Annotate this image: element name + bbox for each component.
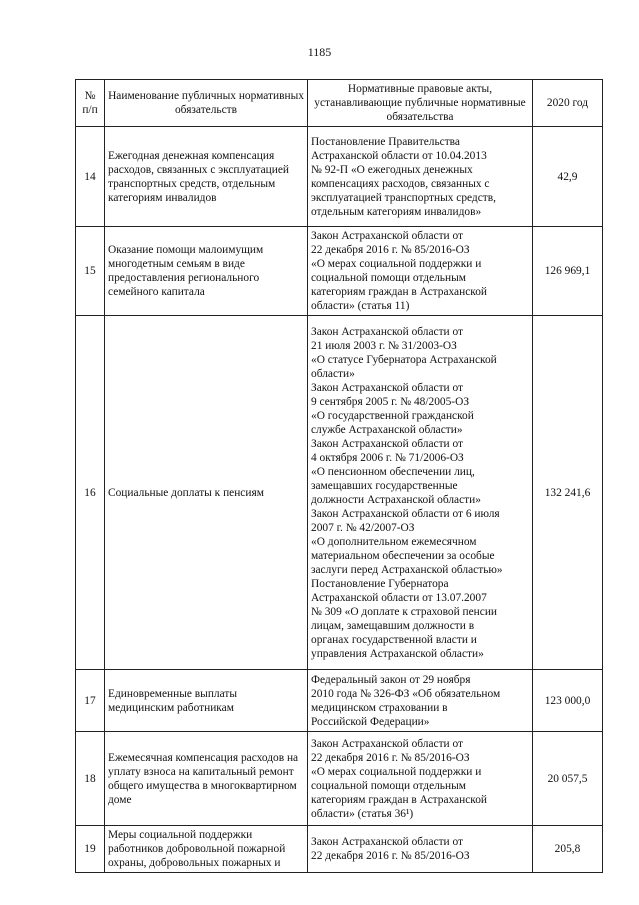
acts-line: социальной помощи отдельным: [311, 272, 466, 284]
row-name: Ежемесячная компенсация расходов на уплату взноса на капитальный ремонт общего имущества в многоквартирном доме: [105, 732, 308, 826]
acts-line: замещавших государственные: [311, 479, 458, 492]
acts-line: медицинском страховании в: [311, 701, 448, 714]
acts-line: Российской Федерации»: [311, 715, 430, 728]
acts-line: Постановление Правительства: [311, 135, 460, 148]
acts-line: эксплуатацией транспортных средств,: [311, 191, 496, 204]
row-value: 42,9: [533, 127, 603, 227]
table-row: [76, 316, 603, 670]
row-name: Меры социальной поддержки работников добровольной пожарной охраны, добровольных пожарных и: [105, 826, 308, 873]
row-acts: [308, 316, 533, 670]
acts-line: категориям граждан в Астраханской: [311, 286, 488, 298]
acts-line: № 309 «О доплате к страховой пенсии: [311, 605, 498, 618]
acts-line: лицам, замещавшим должности в: [311, 619, 475, 632]
table-row: [76, 227, 603, 316]
acts-line: 4 октября 2006 г. № 71/2006-ОЗ: [311, 451, 464, 464]
acts-line: 22 декабря 2016 г. № 85/2016-ОЗ: [311, 244, 470, 256]
row-acts: [308, 227, 533, 316]
acts-line: «О пенсионном обеспечении лиц,: [311, 465, 475, 478]
acts-line: Астраханской области от 10.04.2013: [311, 149, 487, 162]
acts-line: области» (статья 11): [311, 300, 410, 312]
acts-line: № 92-П «О ежегодных денежных: [311, 163, 473, 176]
acts-line: 9 сентября 2005 г. № 48/2005-ОЗ: [311, 395, 470, 408]
row-name: Социальные доплаты к пенсиям: [105, 316, 308, 670]
acts-line: отдельным категориям инвалидов»: [311, 205, 482, 218]
row-value: 123 000,0: [533, 670, 603, 732]
table-row: [76, 732, 603, 826]
row-acts: [308, 670, 533, 732]
row-acts: [308, 732, 533, 826]
acts-line: должности Астраханской области»: [311, 493, 481, 506]
acts-line: органах государственной власти и: [311, 633, 477, 646]
header-num: № п/п: [76, 80, 105, 127]
acts-line: социальной помощи отдельным: [311, 779, 466, 792]
acts-line: области» (статья 36¹): [311, 807, 414, 820]
acts-line: «О государственной гражданской: [311, 409, 474, 422]
obligations-table: [75, 79, 603, 873]
table-header-row: [76, 80, 603, 127]
row-num: 15: [76, 227, 105, 316]
acts-line: «О мерах социальной поддержки и: [311, 258, 482, 270]
acts-line: 22 декабря 2016 г. № 85/2016-ОЗ: [311, 751, 470, 764]
acts-line: Закон Астраханской области от: [311, 737, 464, 750]
row-name: Оказание помощи малоимущим многодетным семьям в виде предоставления регионального семейного капитала: [105, 227, 308, 316]
acts-line: службе Астраханской области»: [311, 423, 463, 436]
row-value: 205,8: [533, 826, 603, 873]
row-num: 14: [76, 127, 105, 227]
page-number: 1185: [307, 45, 332, 59]
acts-line: управления Астраханской области»: [311, 647, 484, 660]
row-value: 126 969,1: [533, 227, 603, 316]
acts-line: компенсациях расходов, связанных с: [311, 177, 490, 190]
row-num: 18: [76, 732, 105, 826]
acts-line: «О статусе Губернатора Астраханской: [311, 353, 497, 366]
row-num: 17: [76, 670, 105, 732]
acts-line: «О дополнительном ежемесячном: [311, 535, 477, 548]
row-name: Ежегодная денежная компенсация расходов, связанных с эксплуатацией транспортных средств, отдельным категориям инвалидов: [105, 127, 308, 227]
row-name: Единовременные выплаты медицинским работникам: [105, 670, 308, 732]
acts-line: области»: [311, 367, 355, 380]
acts-line: Постановление Губернатора: [311, 577, 449, 590]
acts-line: Федеральный закон от 29 ноября: [311, 673, 471, 686]
acts-line: 2007 г. № 42/2007-ОЗ: [311, 521, 415, 534]
table-row: [76, 826, 603, 873]
acts-line: Закон Астраханской области от: [311, 836, 464, 848]
acts-line: Закон Астраханской области от: [311, 325, 464, 338]
header-acts: Нормативные правовые акты, устанавливающие публичные нормативные обязательства: [308, 80, 533, 127]
row-num: 16: [76, 316, 105, 670]
acts-line: Закон Астраханской области от: [311, 437, 464, 450]
header-year: 2020 год: [533, 80, 603, 127]
row-num: 19: [76, 826, 105, 873]
acts-line: Закон Астраханской области от: [311, 230, 464, 242]
header-name: Наименование публичных нормативных обязательств: [105, 80, 308, 127]
acts-line: категориям граждан в Астраханской: [311, 793, 488, 806]
row-value: 20 057,5: [533, 732, 603, 826]
row-acts: [308, 127, 533, 227]
acts-line: 22 декабря 2016 г. № 85/2016-ОЗ: [311, 850, 470, 862]
acts-line: Астраханской области от 13.07.2007: [311, 591, 487, 604]
acts-line: материальном обеспечении за особые: [311, 549, 495, 562]
acts-line: Закон Астраханской области от 6 июля: [311, 507, 500, 520]
acts-line: Закон Астраханской области от: [311, 381, 464, 394]
acts-line: «О мерах социальной поддержки и: [311, 765, 482, 778]
row-value: 132 241,6: [533, 316, 603, 670]
row-acts: [308, 826, 533, 873]
table-row: [76, 670, 603, 732]
acts-line: заслуги перед Астраханской областью»: [311, 563, 503, 576]
acts-line: 2010 года № 326-ФЗ «Об обязательном: [311, 687, 501, 700]
acts-line: 21 июля 2003 г. № 31/2003-ОЗ: [311, 339, 457, 352]
table-row: [76, 127, 603, 227]
